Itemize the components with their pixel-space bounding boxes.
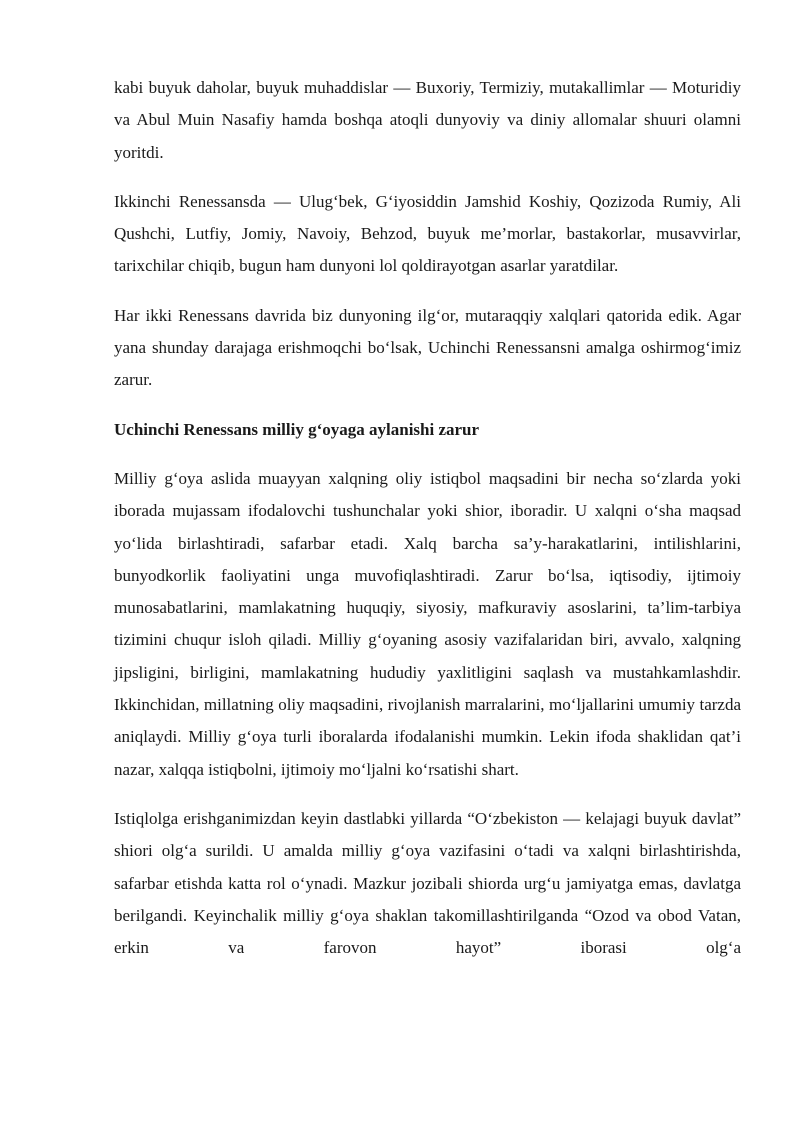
paragraph-daholar: kabi buyuk daholar, buyuk muhaddislar — Buxoriy, Termiziy, mutakallimlar — Moturidiy va Abul Muin Nasafiy hamda boshqa atoqli dunyoviy va diniy allomalar shuuri olamni yoritdi. (114, 78, 741, 162)
document-page (114, 72, 741, 981)
paragraph-ikkinchi-renessans: Ikkinchi Renessansda — Ulug‘bek, G‘iyosiddin Jamshid Koshiy, Qozizoda Rumiy, Ali Qushchi, Lutfiy, Jomiy, Navoiy, Behzod, buyuk me’morlar, bastakorlar, musavvirlar, tarixchilar chiqib, bugun ham dunyoni lol qoldirayotgan asarlar yaratdilar. (114, 191, 741, 276)
paragraph-milliy-goya: Milliy g‘oya aslida muayyan xalqning oliy istiqbol maqsadini bir necha so‘zlarda yoki iborada mujassam ifodalovchi tushunchalar yoki shior, iboradir. U xalqni o‘sha maqsad yo‘lida birlashtiradi, safarbar etadi. Xalq barcha sa’y-harakatlarini, intilishlarini, bunyodkorlik faoliyatini unga muvofiqlashtiradi. Zarur bo‘lsa, iqtisodiy, ijtimoiy munosabatlarini, mamlakatning huquqiy, siyosiy, mafkuraviy asoslarini, ta’lim-tarbiya tizimini chuqur isloh qiladi. Milliy g‘oyaning asosiy vazifalaridan biri, avvalo, xalqning jipsligini, birligini, mamlakatning hududiy yaxlitligini saqlash va mustahkamlashdir. Ikkinchidan, millatning oliy maqsadini, rivojlanish marralarini, mo‘ljallarini umumiy tarzda aniqlaydi. Milliy g‘oya turli iboralarda ifodalanishi mumkin. Lekin ifoda shaklidan qat’i nazar, xalqqa istiqbolni, ijtimoiy mo‘ljalni ko‘rsatishi shart. (114, 468, 741, 779)
section-heading: Uchinchi Renessans milliy g‘oyaga aylanishi zarur (114, 419, 480, 439)
paragraph-har-ikki-renessans: Har ikki Renessans davrida biz dunyoning ilg‘or, mutaraqqiy xalqlari qatorida edik. Agar yana shunday darajaga erishmoqchi bo‘lsak, Uchinchi Renessansni amalga oshirmog‘imiz zarur. (114, 305, 741, 390)
paragraph-istiqlolga: Istiqlolga erishganimizdan keyin dastlabki yillarda “O‘zbekiston — kelajagi buyuk davlat” shiori olg‘a surildi. U amalda milliy g‘oya vazifasini o‘tadi va xalqni birlashtirishda, safarbar etishda katta rol o‘ynadi. Mazkur jozibali shiorda urg‘u jamiyatga emas, davlatga berilgandi. Keyinchalik milliy g‘oya shaklan takomillashtirilganda “Ozod va obod Vatan, erkin va farovon hayot” iborasi olg‘a (114, 808, 741, 958)
